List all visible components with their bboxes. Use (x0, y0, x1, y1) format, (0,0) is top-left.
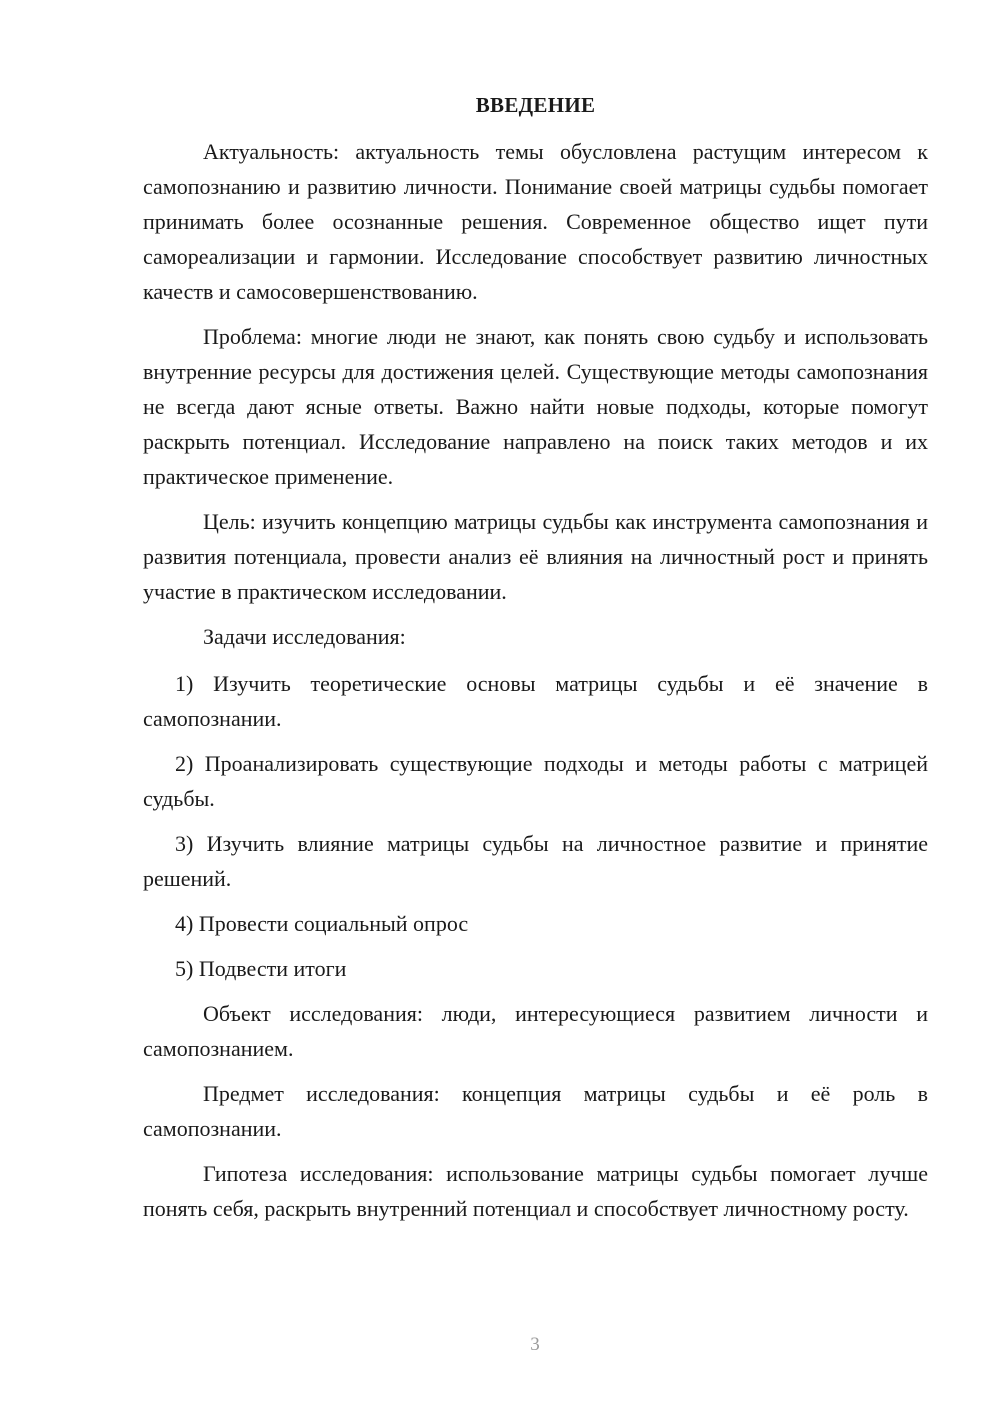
goal-paragraph: Цель: изучить концепцию матрицы судьбы как инструмента самопознания и развития потенциала, провести анализ её влияния на личностный рост и принять участие в практическом исследовании. (143, 509, 928, 604)
problem-paragraph: Проблема: многие люди не знают, как понять свою судьбу и использовать внутренние ресурсы для достижения целей. Существующие методы самопознания не всегда дают ясные ответы. Важно найти новые подходы, которые помогут раскрыть потенциал. Исследование направлено на поиск таких методов и их практическое применение. (143, 324, 928, 489)
task-item: 3) Изучить влияние матрицы судьбы на личностное развитие и принятие решений. (143, 831, 928, 891)
document-page (143, 92, 928, 1236)
object-paragraph: Объект исследования: люди, интересующиеся развитием личности и самопознанием. (143, 1001, 928, 1061)
section-title: ВВЕДЕНИЕ (475, 93, 596, 117)
relevance-paragraph: Актуальность: актуальность темы обусловлена растущим интересом к самопознанию и развитию личности. Понимание своей матрицы судьбы помогает принимать более осознанные решения. Современное общество ищет пути самореализации и гармонии. Исследование способствует развитию личностных качеств и самосовершенствованию. (143, 139, 928, 304)
tasks-label: Задачи исследования: (203, 624, 406, 649)
hypothesis-paragraph: Гипотеза исследования: использование матрицы судьбы помогает лучше понять себя, раскрыть внутренний потенциал и способствует личностному росту. (143, 1161, 928, 1221)
page-number: 3 (530, 1334, 540, 1355)
task-item: 2) Проанализировать существующие подходы и методы работы с матрицей судьбы. (143, 751, 928, 811)
task-item: 5) Подвести итоги (175, 956, 347, 981)
subject-paragraph: Предмет исследования: концепция матрицы судьбы и её роль в самопознании. (143, 1081, 928, 1141)
task-item: 1) Изучить теоретические основы матрицы судьбы и её значение в самопознании. (143, 671, 928, 731)
tasks-list (143, 666, 928, 986)
task-item: 4) Провести социальный опрос (175, 911, 469, 936)
